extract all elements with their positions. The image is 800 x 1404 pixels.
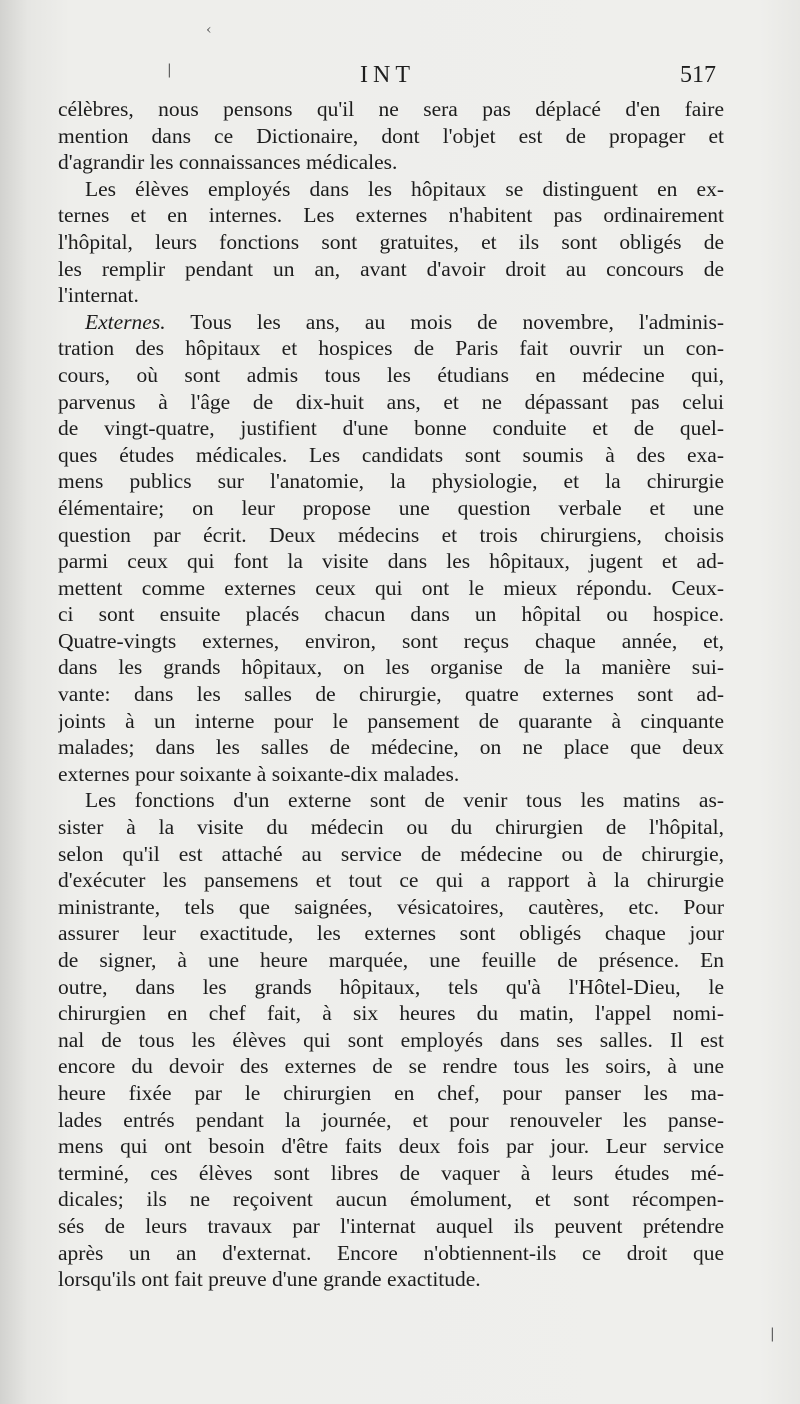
text-line: cours, où sont admis tous les étudians en médecine qui, xyxy=(58,362,724,387)
text-line: célèbres, nous pensons qu'il ne sera pas déplacé d'en faire xyxy=(58,97,724,121)
section-heading: Externes. xyxy=(85,309,166,334)
text-line: vante: dans les salles de chirurgie, quatre externes sont ad- xyxy=(58,682,724,707)
text-line: l'internat. xyxy=(58,283,139,308)
text-line: élémentaire; on leur propose une question verbale et une xyxy=(58,495,724,520)
stray-mark: | xyxy=(167,62,172,78)
paragraph xyxy=(58,787,724,1292)
paragraph xyxy=(58,176,724,309)
text-line: assurer leur exactitude, les externes sont obligés chaque jour xyxy=(58,921,724,946)
paragraph xyxy=(58,96,724,176)
running-head xyxy=(0,62,800,92)
text-line: parmi ceux qui font la visite dans les hôpitaux, jugent et ad- xyxy=(58,549,724,574)
text-line: après un an d'externat. Encore n'obtiennent-ils ce droit que xyxy=(58,1240,724,1265)
stray-mark: | xyxy=(770,1326,775,1342)
text-line: lorsqu'ils ont fait preuve d'une grande exactitude. xyxy=(58,1267,481,1292)
text-line: dans les grands hôpitaux, on les organise de la manière sui- xyxy=(58,655,724,680)
text-line: mens qui ont besoin d'être faits deux fois par jour. Leur service xyxy=(58,1134,724,1159)
text-line: ternes et en internes. Les externes n'habitent pas ordinairement xyxy=(58,203,724,228)
text-line: outre, dans les grands hôpitaux, tels qu'à l'Hôtel-Dieu, le xyxy=(58,974,724,999)
text-line: question par écrit. Deux médecins et trois chirurgiens, choisis xyxy=(58,522,724,547)
text-line: heure fixée par le chirurgien en chef, pour panser les ma- xyxy=(58,1080,724,1105)
text-line: ci sont ensuite placés chacun dans un hôpital ou hospice. xyxy=(58,602,724,627)
text-line: d'exécuter les pansemens et tout ce qui a rapport à la chirurgie xyxy=(58,868,724,893)
body-text xyxy=(58,96,724,1293)
text-line: mens publics sur l'anatomie, la physiologie, et la chirurgie xyxy=(58,469,724,494)
text-line: parvenus à l'âge de dix-huit ans, et ne dépassant pas celui xyxy=(58,389,724,414)
text-line: sés de leurs travaux par l'internat auquel ils peuvent prétendre xyxy=(58,1213,724,1238)
text-line: malades; dans les salles de médecine, on ne place que deux xyxy=(58,735,724,760)
text-line: d'agrandir les connaissances médicales. xyxy=(58,150,398,175)
text-line: les remplir pendant un an, avant d'avoir droit au concours de xyxy=(58,256,724,281)
text-line: tration des hôpitaux et hospices de Paris fait ouvrir un con- xyxy=(58,336,724,361)
text-line: Les élèves employés dans les hôpitaux se distinguent en ex- xyxy=(85,176,724,201)
paragraph xyxy=(58,309,724,788)
page-number: 517 xyxy=(680,62,716,88)
text-line: sister à la visite du médecin ou du chirurgien de l'hôpital, xyxy=(58,815,724,840)
text-line: dicales; ils ne reçoivent aucun émolument, et sont récompen- xyxy=(58,1187,724,1212)
text-line xyxy=(58,309,724,336)
text-line: externes pour soixante à soixante-dix malades. xyxy=(58,761,460,786)
text-line: nal de tous les élèves qui sont employés dans ses salles. Il est xyxy=(58,1027,724,1052)
running-title: INT xyxy=(360,62,415,88)
text-line: mettent comme externes ceux qui ont le mieux répondu. Ceux- xyxy=(58,575,724,600)
text-line: Quatre-vingts externes, environ, sont reçus chaque année, et, xyxy=(58,628,724,653)
text-line: encore du devoir des externes de se rendre tous les soirs, à une xyxy=(58,1054,724,1079)
text-line: selon qu'il est attaché au service de médecine ou de chirurgie, xyxy=(58,841,724,866)
text-line: joints à un interne pour le pansement de quarante à cinquante xyxy=(58,708,724,733)
text-line: lades entrés pendant la journée, et pour renouveler les panse- xyxy=(58,1107,724,1132)
text-line: ministrante, tels que saignées, vésicatoires, cautères, etc. Pour xyxy=(58,894,724,919)
text-run: Tous les ans, au mois de novembre, l'adminis- xyxy=(165,309,724,334)
text-line: de vingt-quatre, justifient d'une bonne conduite et de quel- xyxy=(58,416,724,441)
text-line: l'hôpital, leurs fonctions sont gratuites, et ils sont obligés de xyxy=(58,229,724,254)
text-line: mention dans ce Dictionaire, dont l'objet est de propager et xyxy=(58,123,724,148)
text-line: chirurgien en chef fait, à six heures du matin, l'appel nomi- xyxy=(58,1001,724,1026)
text-line: Les fonctions d'un externe sont de venir tous les matins as- xyxy=(85,788,724,813)
text-line: ques études médicales. Les candidats sont soumis à des exa- xyxy=(58,442,724,467)
stray-mark: ‹ xyxy=(206,22,212,38)
text-line: de signer, à une heure marquée, une feuille de présence. En xyxy=(58,948,724,972)
text-line: terminé, ces élèves sont libres de vaquer à leurs études mé- xyxy=(58,1160,724,1185)
